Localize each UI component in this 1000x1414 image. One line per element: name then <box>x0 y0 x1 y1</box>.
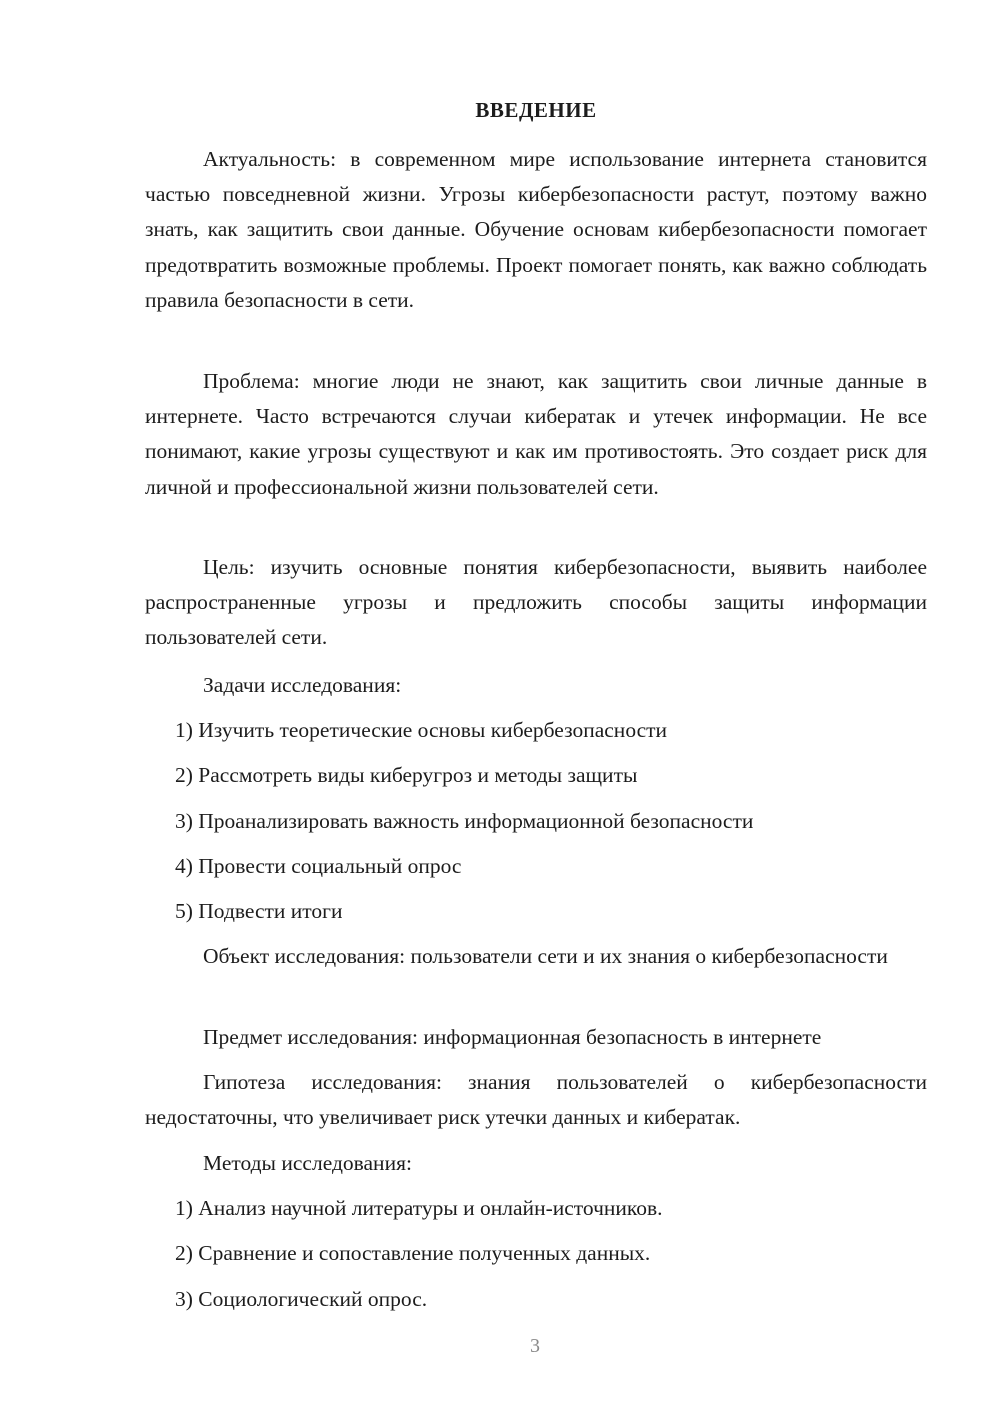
task-item: 1) Изучить теоретические основы кибербезопасности <box>175 718 668 742</box>
section-title: ВВЕДЕНИЕ <box>475 98 597 122</box>
tasks-heading: Задачи исследования: <box>203 673 402 697</box>
method-item: 3) Социологический опрос. <box>175 1287 428 1311</box>
methods-heading: Методы исследования: <box>203 1151 412 1175</box>
paragraph-object: Объект исследования: пользователи сети и их знания о кибербезопасности <box>203 944 888 968</box>
paragraph-problem: Проблема: многие люди не знают, как защитить свои личные данные в интернете. Часто встречаются случаи кибератак и утечек информации. Не все понимают, какие угрозы существуют и как им противостоять. Это создает риск для личной и профессиональной жизни пользователей сети. <box>145 369 927 499</box>
method-item: 2) Сравнение и сопоставление полученных данных. <box>175 1241 651 1265</box>
task-item: 5) Подвести итоги <box>175 899 343 923</box>
paragraph-relevance: Актуальность: в современном мире использование интернета становится частью повседневной жизни. Угрозы кибербезопасности растут, поэтому важно знать, как защитить свои данные. Обучение основам кибербезопасности помогает предотвратить возможные проблемы. Проект помогает понять, как важно соблюдать правила безопасности в сети. <box>145 147 927 312</box>
task-item: 4) Провести социальный опрос <box>175 854 462 878</box>
task-item: 3) Проанализировать важность информационной безопасности <box>175 809 754 833</box>
paragraph-goal: Цель: изучить основные понятия кибербезопасности, выявить наиболее распространенные угрозы и предложить способы защиты информации пользователей сети. <box>145 555 927 650</box>
method-item: 1) Анализ научной литературы и онлайн-источников. <box>175 1196 663 1220</box>
paragraph-hypothesis: Гипотеза исследования: знания пользователей о кибербезопасности недостаточны, что увеличивает риск утечки данных и кибератак. <box>145 1070 927 1130</box>
task-item: 2) Рассмотреть виды киберугроз и методы защиты <box>175 763 638 787</box>
subject-line: Предмет исследования: информационная безопасность в интернете <box>203 1025 822 1049</box>
page-number: 3 <box>530 1335 540 1357</box>
